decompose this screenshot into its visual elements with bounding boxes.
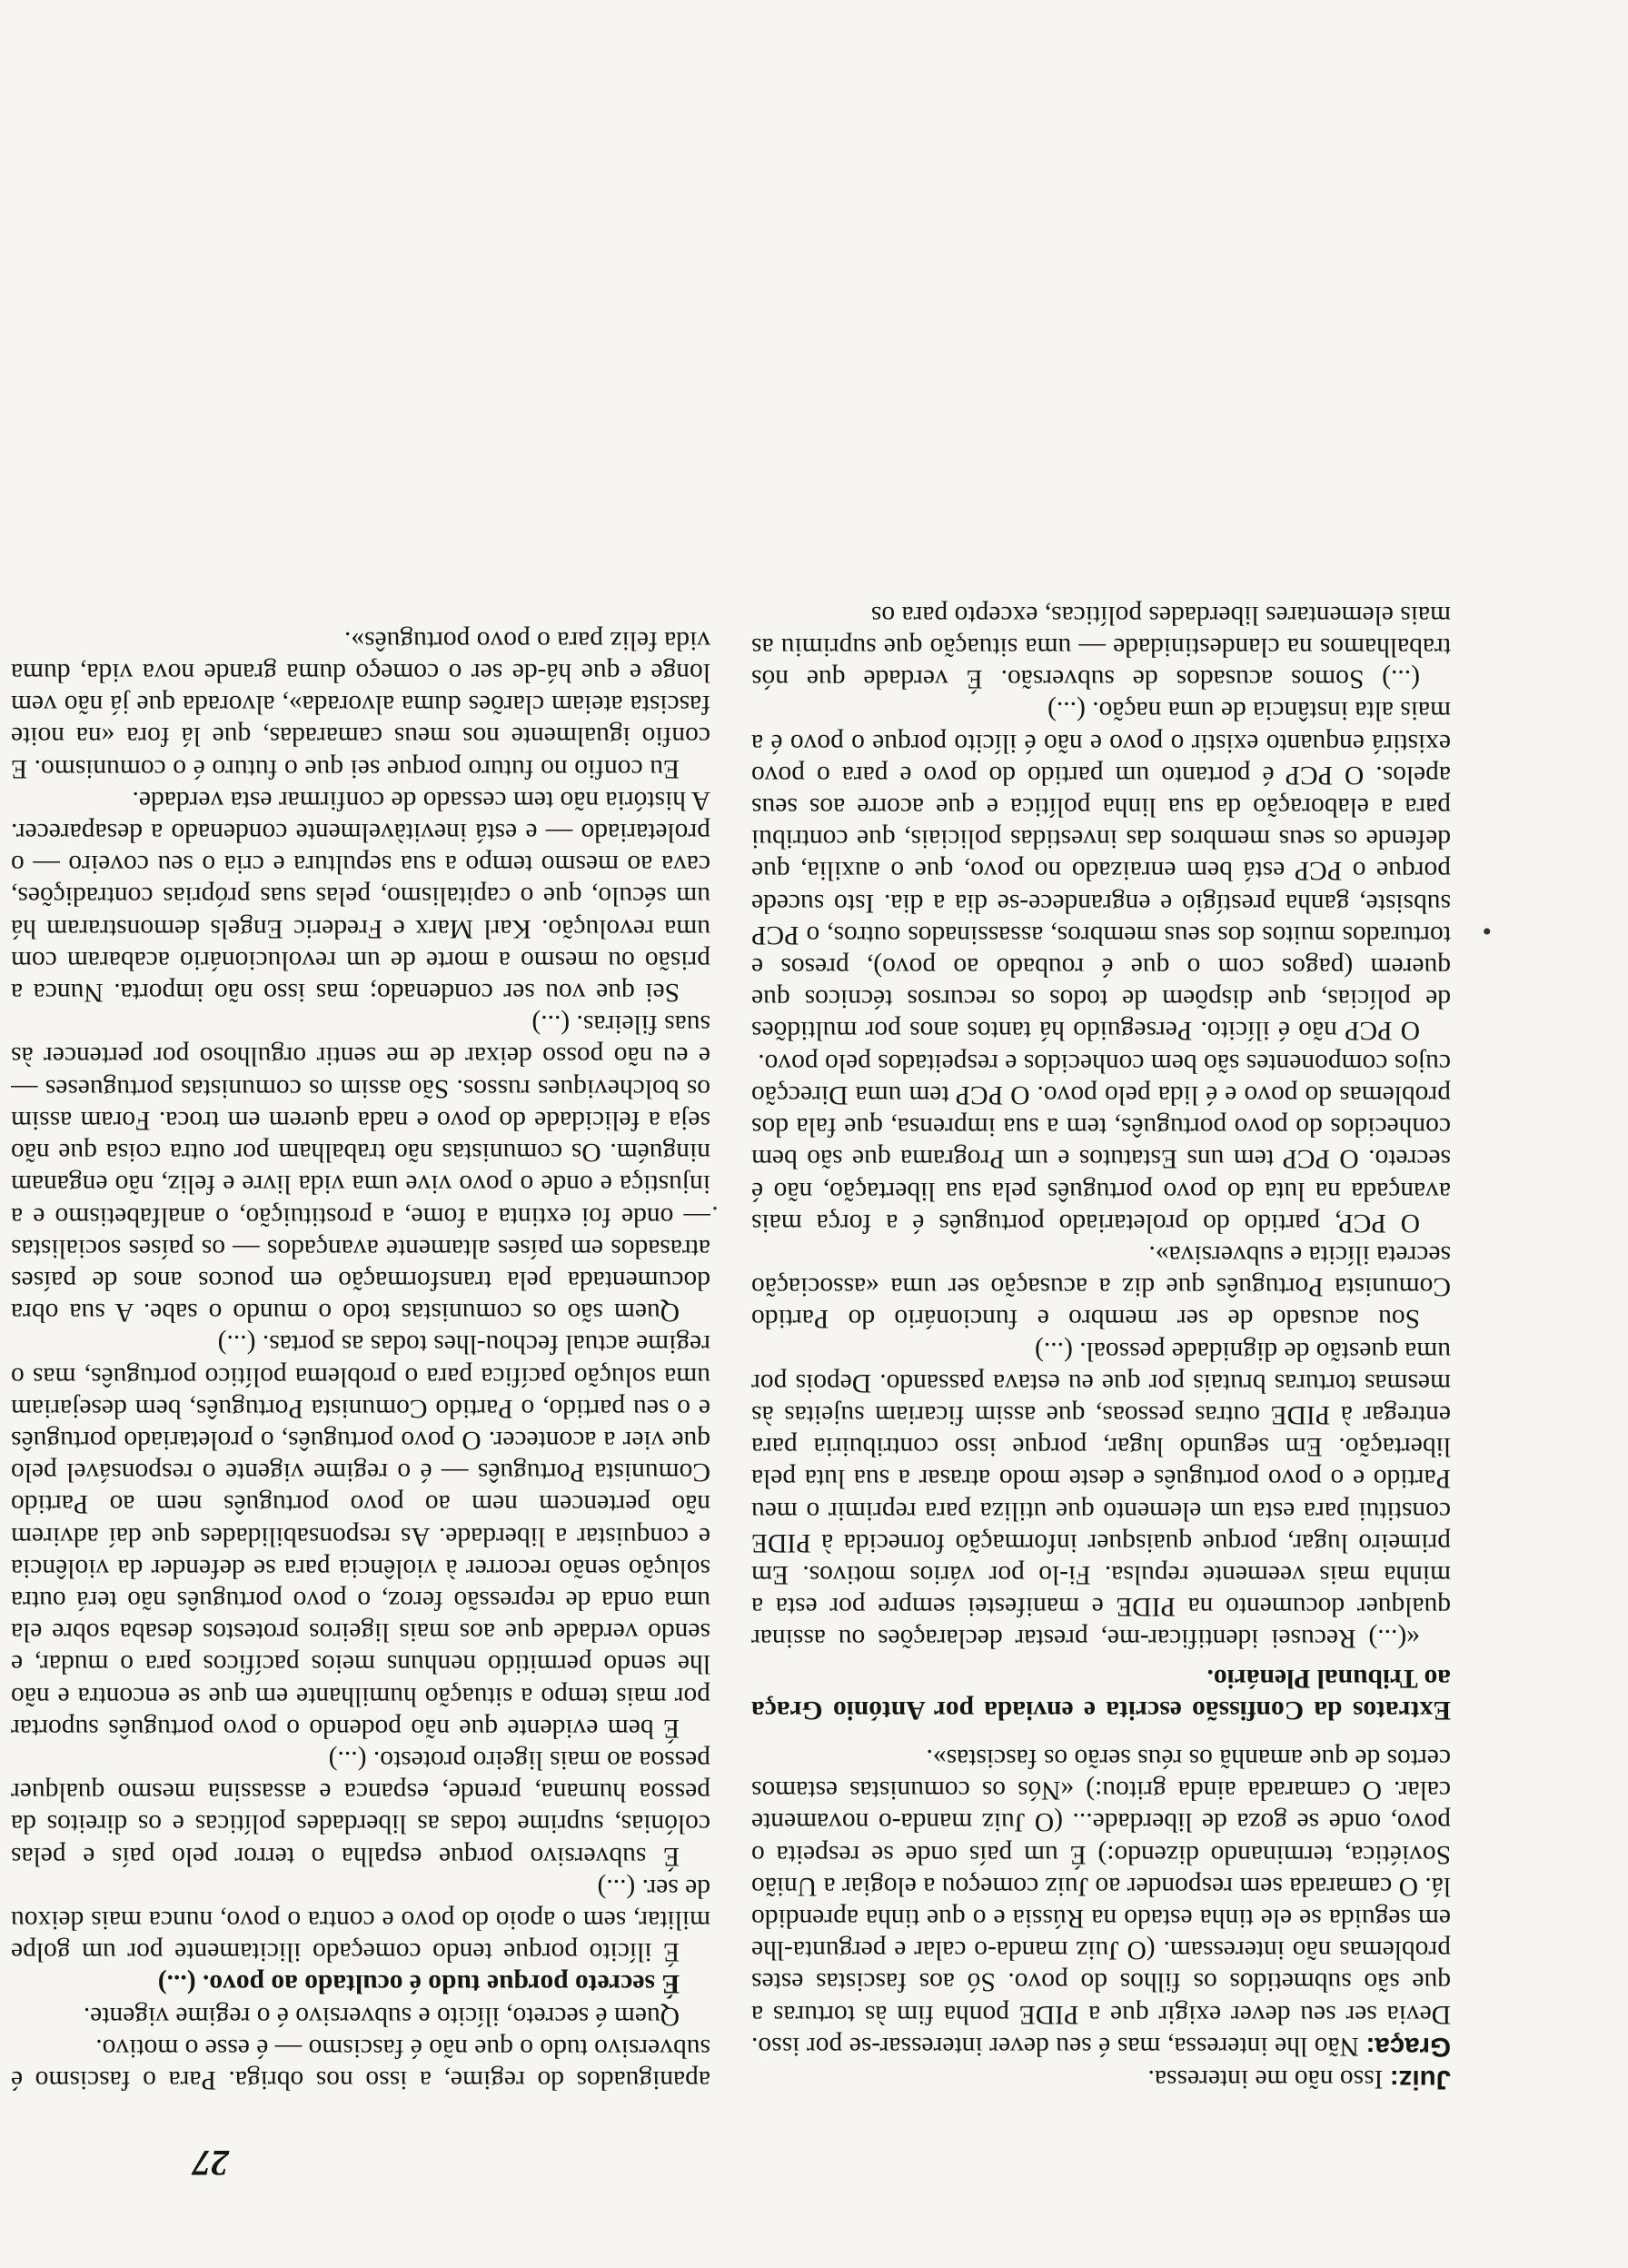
dialog-line xyxy=(751,2063,1451,2095)
paragraph: Quem são os comunistas todo o mundo o sabe. A sua obra documentada pela transformação em poucos anos de países atrasados em países altamente avançados — os países socialistas — onde foi extinta a fome, a prostituição, o analfabetismo e a injustiça e onde o povo vive uma vida livre e feliz, não enganam ninguém. Os comunistas não trabalham por outra coisa que não seja a felicidade do povo e nada querem em troca. Foram assim os bolcheviques russos. São assim os comunistas portugueses — e eu não posso deixar de me sentir orgulhoso por pertencer às suas fileiras. (...) xyxy=(11,1010,710,1328)
paragraph: (...) Somos acusados de subversão. É verdade que nós trabalhamos na clandestinidade — uma situação que suprimiu as mais elementares liberdades políticas, excepto para os xyxy=(751,600,1451,694)
speaker-label: Graça: xyxy=(1365,2031,1451,2062)
section-heading: Extratos da Confissão escrita e enviada por António Graça ao Tribunal Plenário. xyxy=(751,1663,1451,1725)
page-number: 27 xyxy=(193,2143,229,2183)
right-column xyxy=(11,69,710,2095)
dialog-text: Não lhe interessa, mas é seu dever interessar-se por isso. Devia ser seu dever exigir que a PIDE ponha fim às torturas a que são submetidos os filhos do povo. Só aos fascistas estes problemas não interessam. (O Juiz manda-o calar e pergunta-lhe em seguida se ele tinha estado na Rússia e o que tinha aprendido lá. O camarada sem responder ao Juiz começou a elogiar a União Soviética, terminando dizendo:) É um país onde se respeita o povo, onde se goza de liberdade... (O Juiz manda-o novamente calar. O camarada ainda gritou:) «Nós os comunistas estamos certos de que amanhã os réus serão os fascistas». xyxy=(751,1743,1451,2061)
left-column xyxy=(751,69,1451,2095)
margin-tick: · xyxy=(710,1193,720,1223)
paragraph: É bem evidente que não podendo o povo português suportar por mais tempo a situação humilhante em que se encontra e não lhe sendo permitido nenhuns meios pacíficos para o mudar, e sendo verdade que aos mais ligeiros protestos desaba sobre ela uma onda de repressão feroz, o povo português não terá outra solução senão recorrer à violência para se defender da violência e conquistar a liberdade. As responsabilidades que daí advirem não pertencem nem ao povo português nem ao Partido Comunista Português — é o regime vigente o responsável pelo que vier a acontecer. O povo português, o proletariado português e o seu partido, o Partido Comunista Português, bem desejariam uma solução pacífica para o problema político português, mas o regime actual fechou-lhes todas as portas. (...) xyxy=(11,1329,710,1743)
paragraph: apaniguados do regime, a isso nos obriga. Para o fascismo é subversivo tudo o que não é fascismo — é esse o motivo. xyxy=(11,2033,710,2094)
paragraph: «(...) Recusei identificar-me, prestar declarações ou assinar qualquer documento na PIDE e manifestei sempre por esta a minha mais veemente repulsa. Fi-lo por vários motivos. Em primeiro lugar, porque quaisquer informação fornecida à PIDE constitui para esta um elemento que utiliza para reprimir o meu Partido e o povo português e deste modo atrasar a sua luta pela libertação. Em segundo lugar, porque isso contribuiria para entregar à PIDE outras pessoas, que assim ficariam sujeitas às mesmas torturas brutais por que eu estava passando. Depois por uma questão de dignidade pessoal. (...) xyxy=(751,1336,1451,1654)
paragraph: Sei que vou ser condenado; mas isso não importa. Nunca a prisão ou mesmo a morte de um revolucionário acabaram com uma revolução. Karl Marx e Frederic Engels demonstraram há um século, que o capitalismo, pelas suas próprias contradições, cava ao mesmo tempo a sua sepultura e cria o seu coveiro — o proletariado — e está inevitàvelmente condenado a desaparecer. A história não tem cessado de confirmar esta verdade. xyxy=(11,785,710,1008)
paragraph: É ilícito porque tendo começado ilicitamente por um golpe militar, sem o apoio do povo e contra o povo, nunca mais deixou de ser. (...) xyxy=(11,1873,710,1967)
paragraph: É subversivo porque espalha o terror pelo país e pelas colónias, suprime todas as liberdades políticas e os direitos da pessoa humana, prende, espanca e assassina mesmo qualquer pessoa ao mais ligeiro protesto. (...) xyxy=(11,1745,710,1871)
paragraph: O PCP, partido do proletariado português é a força mais avançada na luta do povo português pela sua libertação, não é secreto. O PCP tem uns Estatutos e um Programa que são bem conhecidos do povo português, tem a sua imprensa, que fala dos problemas do povo e é lida pelo povo. O PCP tem uma Direcção cujos componentes são bem conhecidos e respeitados pelo povo. xyxy=(751,1048,1451,1238)
speaker-label: Juiz: xyxy=(1389,2064,1451,2094)
paragraph: Sou acusado de ser membro e funcionário do Partido Comunista Português que diz a acusação ser uma «associação secreta ilícita e subversiva». xyxy=(751,1239,1451,1334)
dialog-line xyxy=(751,1742,1451,2063)
margin-dot: • xyxy=(1482,916,1492,946)
paragraph: Eu confio no futuro porque sei que o futuro é o comunismo. E confio igualmente nos meus camaradas, que lá fora «na noite fascista ateiam clarões duma alvorada», alvorada que já não vem longe e que há-de ser o começo duma grande nova vida, duma vida feliz para o povo português». xyxy=(11,625,710,783)
dialog-text: Isso não me interessa. xyxy=(1147,2064,1384,2094)
paragraph: Quem é secreto, ilícito e subversivo é o regime vigente. xyxy=(83,2001,680,2031)
paragraph: O PCP não é ilícito. Perseguido há tantos anos por multidões de polícias, que dispõem de todos os recursos técnicos que querem (pagos com o que é roubado ao povo), presos e torturados muitos dos seus membros, assassinados outros, o PCP subsiste, ganha prestígio e engrandece-se dia a dia. Isto sucede porque o PCP está bem enraizado no povo, que o auxilia, que defende os seus membros das investidas policiais, que contribui para a elaboração da sua linha política e que acorre aos seus apelos. O PCP é portanto um partido do povo e para o povo existirá enquanto existir o povo e não é ilícito porque o povo é a mais alta instância de uma nação. (...) xyxy=(751,696,1451,1046)
paragraph: É secreto porque tudo é ocultado ao povo. (...) xyxy=(157,1969,680,1999)
